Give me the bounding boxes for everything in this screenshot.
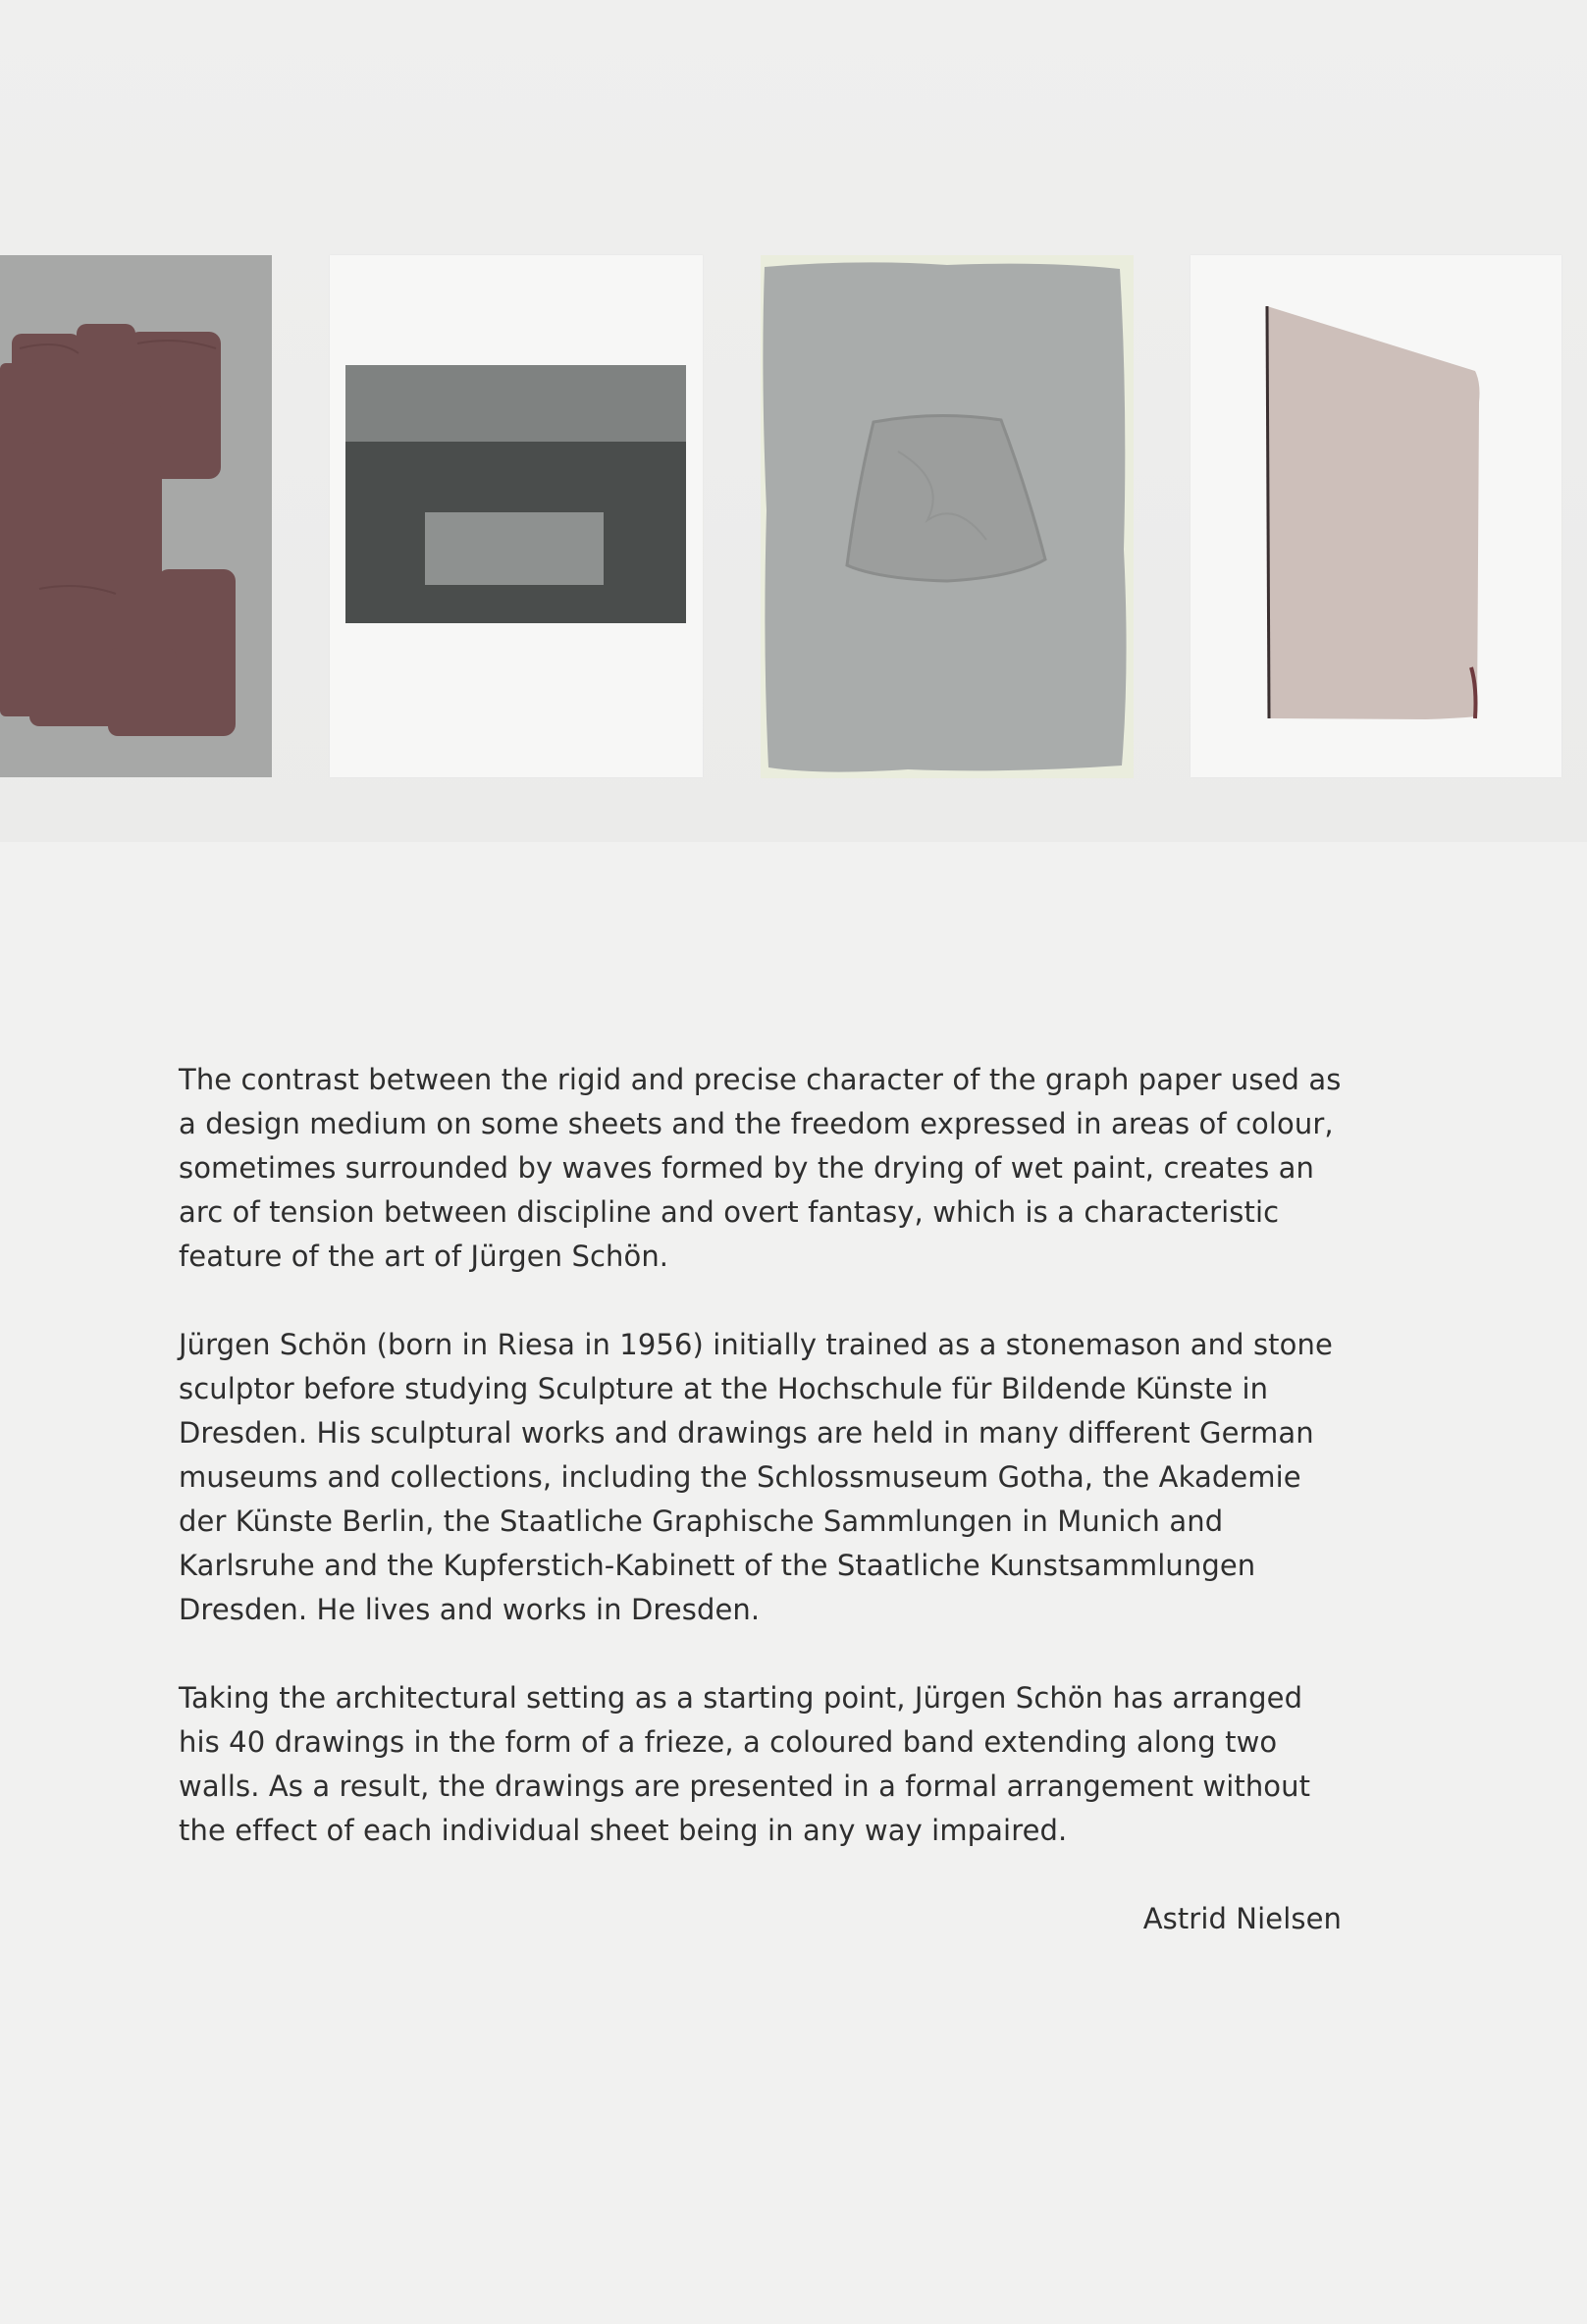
drawings-frieze	[0, 0, 1587, 842]
paragraph-2: Jürgen Schön (born in Riesa in 1956) initially trained as a stonemason and stone sculptor before studying Sculpture at the Hochschule für Bildende Künste in Dresden. His sculptural works and drawings are held in many different German museums and collections, including the Schlossmuseum Gotha, the Akademie der Künste Berlin, the Staatliche Graphische Sammlungen in Munich and Karlsruhe and the Kupferstich-Kabinett of the Staatliche Kunstsammlungen Dresden. He lives and works in Dresden.	[179, 1328, 1333, 1626]
pale-pink-quadrilateral-drawing	[1190, 255, 1561, 777]
essay-text	[179, 1058, 1342, 1941]
grey-trapezoid-drawing	[761, 255, 1134, 778]
paragraph-1: The contrast between the rigid and precise character of the graph paper used as a design medium on some sheets and the freedom expressed in areas of colour, sometimes surrounded by waves formed by the drying of wet paint, creates an arc of tension between discipline and overt fantasy, which is a characteristic feature of the art of Jürgen Schön.	[179, 1063, 1342, 1273]
grey-rectangles-drawing	[330, 255, 703, 777]
author-name: Astrid Nielsen	[1142, 1902, 1342, 1935]
maroon-brushstroke-drawing	[0, 255, 272, 777]
paragraph-3: Taking the architectural setting as a starting point, Jürgen Schön has arranged his 40 drawings in the form of a frieze, a coloured band extending along two walls. As a result, the drawings are presented in a formal arrangement without the effect of each individual sheet being in any way impaired.	[179, 1681, 1311, 1847]
